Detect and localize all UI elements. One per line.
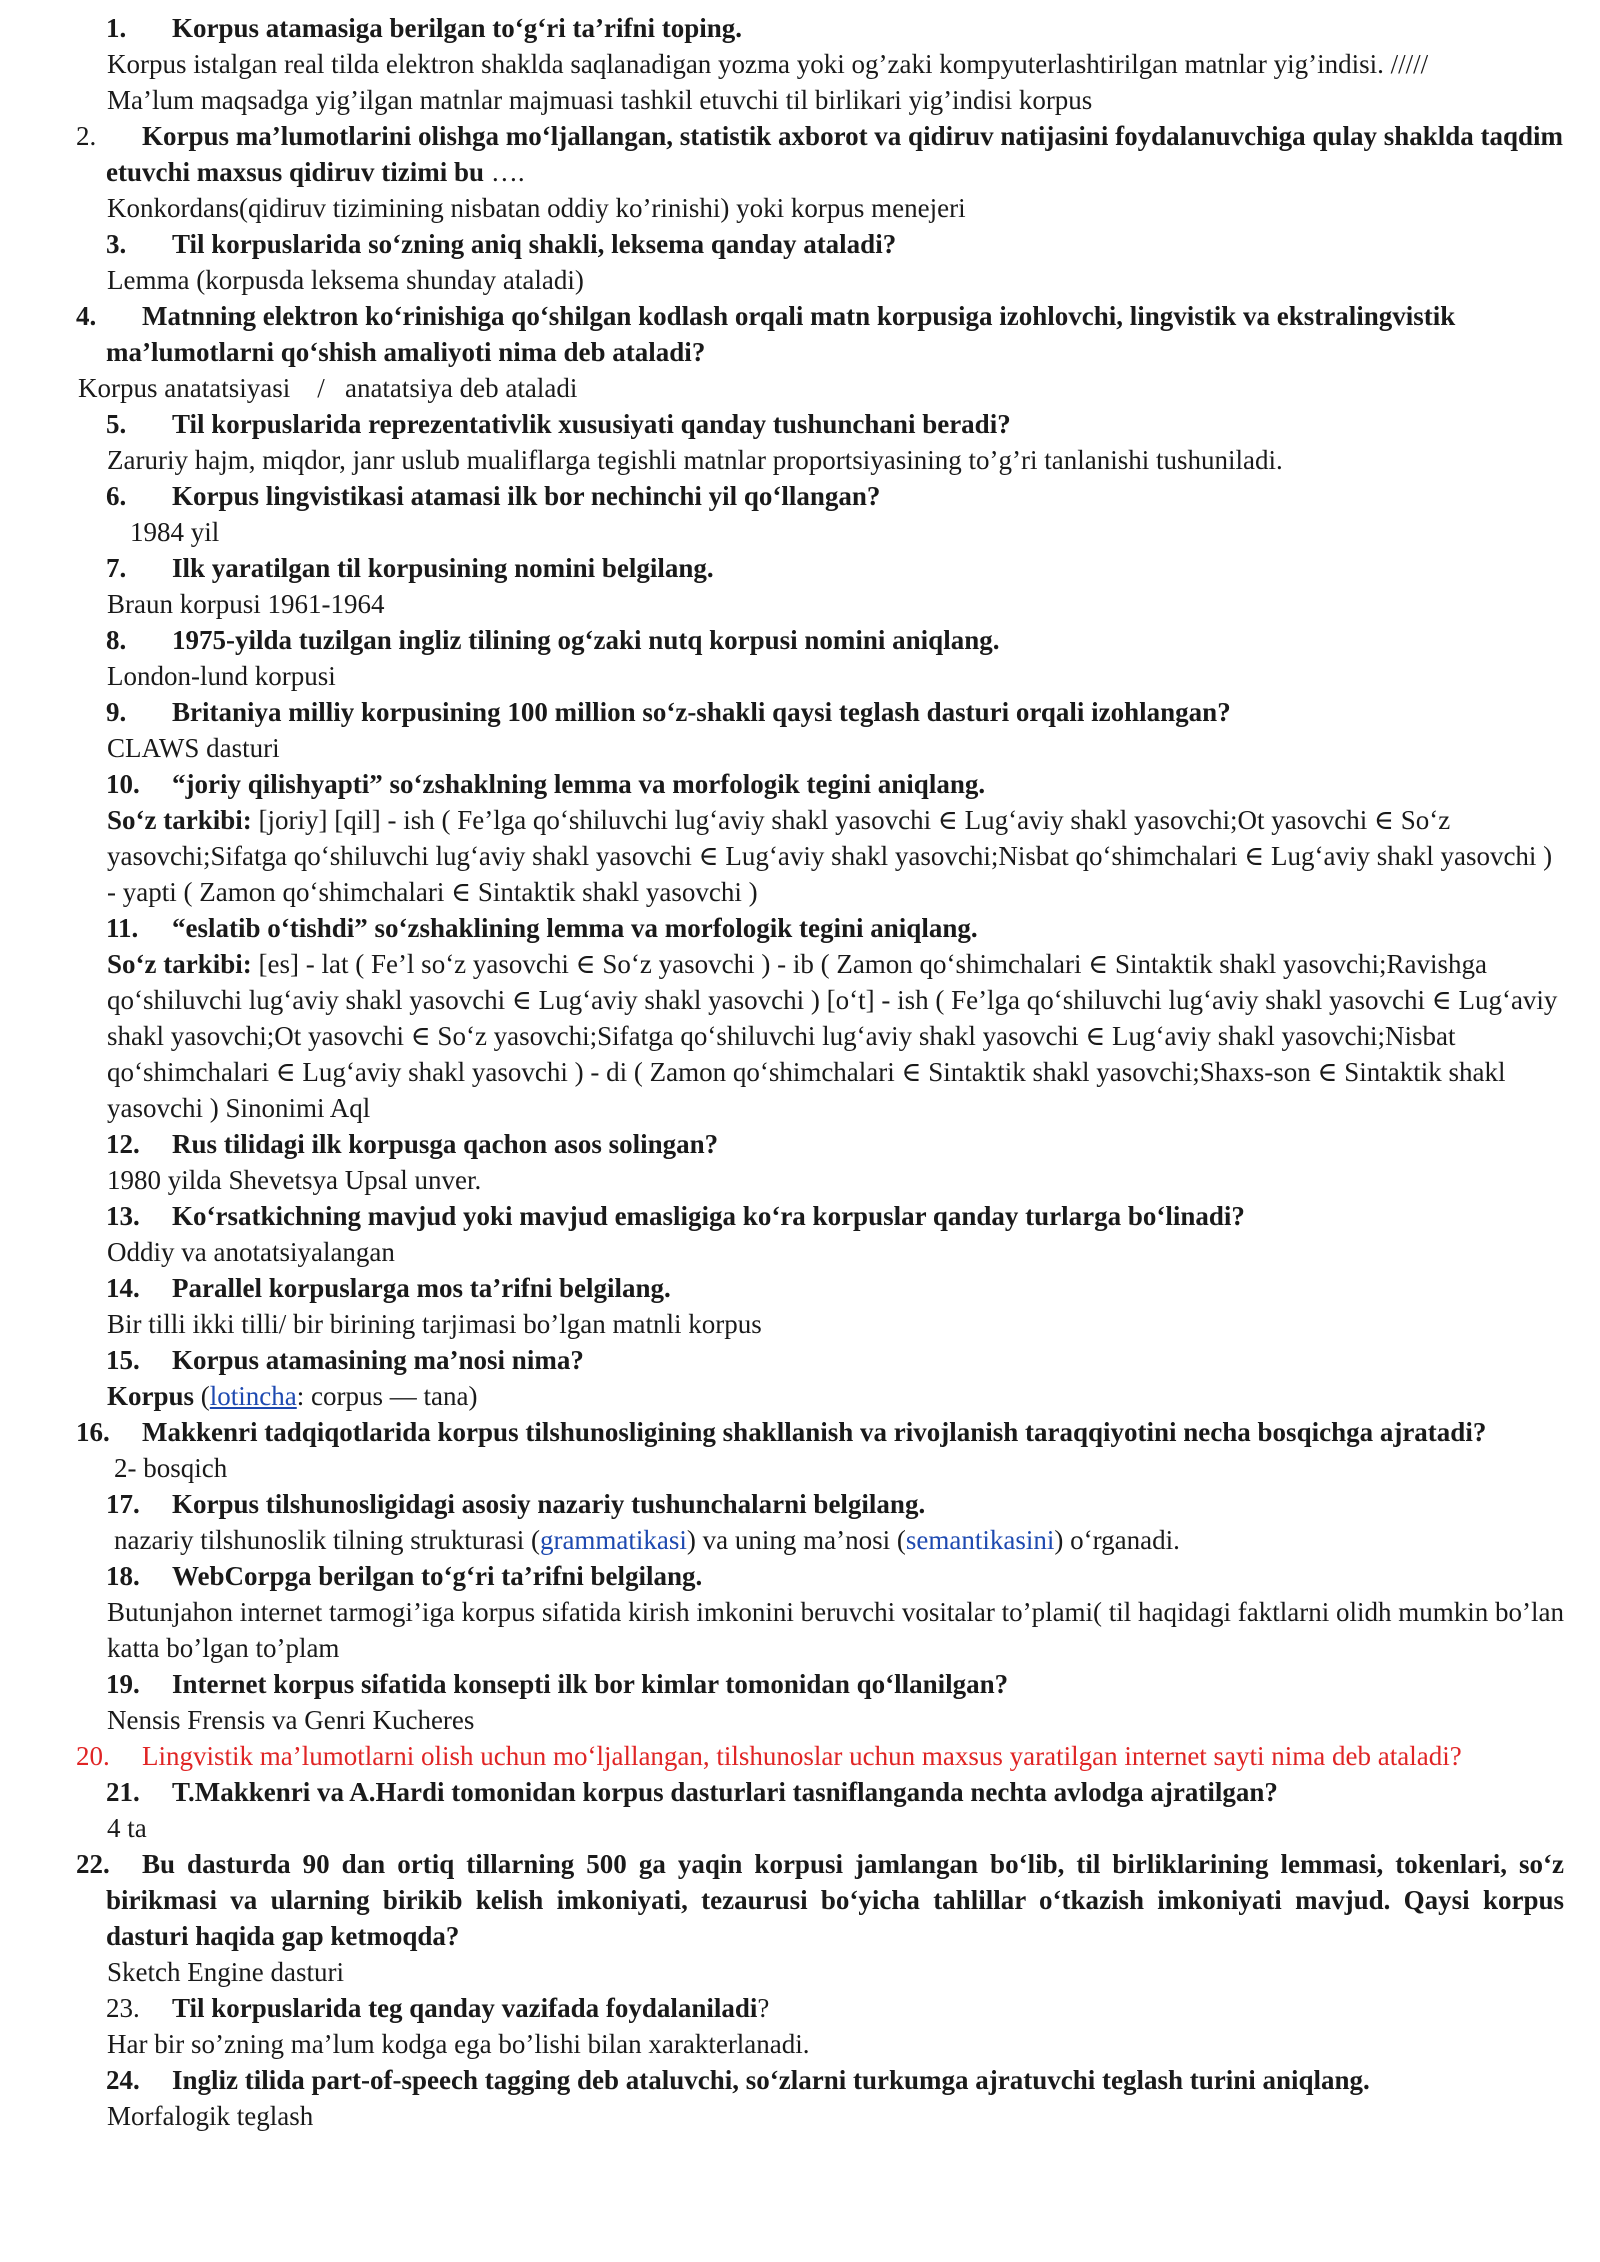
question-1: 1. Korpus atamasiga berilgan to‘g‘ri ta’rifni toping. [106, 13, 742, 43]
question-4: 4. Matnning elektron ko‘rinishiga qo‘shilgan kodlash orqali matn korpusiga izohlovchi, lingvistik va ekstralingvistik ma’lumotlarni qo‘shish amaliyoti nima deb ataladi? [76, 301, 1456, 367]
question-23: 23. Til korpuslarida teg qanday vazifada foydalaniladi? [106, 1993, 770, 2023]
answer-19: Nensis Frensis va Genri Kucheres [107, 1705, 475, 1735]
answer-23: Har bir so’zning ma’lum kodga ega bo’lishi bilan xarakterlanadi. [107, 2029, 810, 2059]
question-11: 11. “eslatib o‘tishdi” so‘zshaklining lemma va morfologik tegini aniqlang. [106, 913, 978, 943]
answer-14: Bir tilli ikki tilli/ bir birining tarjimasi bo’lgan matnli korpus [107, 1309, 762, 1339]
answer-24: Morfalogik teglash [107, 2101, 314, 2131]
question-6: 6. Korpus lingvistikasi atamasi ilk bor nechinchi yil qo‘llangan? [106, 481, 881, 511]
question-3: 3. Til korpuslarida so‘zning aniq shakli, leksema qanday ataladi? [106, 229, 897, 259]
question-13: 13. Ko‘rsatkichning mavjud yoki mavjud emasligiga ko‘ra korpuslar qanday turlarga bo‘linadi? [106, 1201, 1245, 1231]
question-24: 24. Ingliz tilida part-of-speech tagging deb ataluvchi, so‘zlarni turkumga ajratuvchi teglash turini aniqlang. [106, 2065, 1370, 2095]
answer-11-label: So‘z tarkibi: [107, 949, 252, 979]
question-19: 19. Internet korpus sifatida konsepti ilk bor kimlar tomonidan qo‘llanilgan? [106, 1669, 1009, 1699]
question-18: 18. WebCorpga berilgan to‘g‘ri ta’rifni belgilang. [106, 1561, 703, 1591]
question-14: 14. Parallel korpuslarga mos ta’rifni belgilang. [106, 1273, 671, 1303]
answer-9: CLAWS dasturi [107, 733, 280, 763]
question-9: 9. Britaniya milliy korpusining 100 million so‘z-shakli qaysi teglash dasturi orqali izohlangan? [106, 697, 1231, 727]
answer-22: Sketch Engine dasturi [107, 1957, 344, 1987]
question-7: 7. Ilk yaratilgan til korpusining nomini belgilang. [106, 553, 714, 583]
answer-17: nazariy tilshunoslik tilning strukturasi (grammatikasi) va uning ma’nosi (semantikasini) o‘rganadi. [114, 1525, 1180, 1555]
answer-21: 4 ta [107, 1813, 147, 1843]
question-10: 10. “joriy qilishyapti” so‘zshaklning lemma va morfologik tegini aniqlang. [106, 769, 986, 799]
answer-10-label: So‘z tarkibi: [107, 805, 252, 835]
question-22: 22. Bu dasturda 90 dan ortiq tillarning 500 ga yaqin korpusi jamlangan bo‘lib, til birliklarining lemmasi, tokenlari, so‘z birikmasi va ularning birikib kelish imkoniyati, tezaurusi bo‘yicha tahlillar o‘tkazish imkoniyati mavjud. Qaysi korpus dasturi haqida gap ketmoqda? [76, 1849, 1564, 1951]
answer-12: 1980 yilda Shevetsya Upsal unver. [107, 1165, 482, 1195]
answer-15-label: Korpus [107, 1381, 195, 1411]
answer-4: Korpus anatatsiyasi / anatatsiya deb ataladi [78, 373, 578, 403]
answer-18: Butunjahon internet tarmogi’iga korpus sifatida kirish imkonini beruvchi vositalar to’plami( til haqidagi faktlarni olidh mumkin bo’lan katta bo’lgan to’plam [107, 1597, 1564, 1663]
question-2: 2. Korpus ma’lumotlarini olishga mo‘ljallangan, statistik axborot va qidiruv natijasini foydalanuvchiga qulay shaklda taqdim etuvchi maxsus qidiruv tizimi bu …. [76, 121, 1564, 187]
question-5: 5. Til korpuslarida reprezentativlik xususiyati qanday tushunchani beradi? [106, 409, 1011, 439]
answer-2: Konkordans(qidiruv tizimining nisbatan oddiy ko’rinishi) yoki korpus menejeri [107, 193, 966, 223]
answer-1: Korpus istalgan real tilda elektron shaklda saqlanadigan yozma yoki og’zaki kompyuterlashtirilgan matnlar yig’indisi. ///// [107, 49, 1429, 79]
lotincha-link[interactable]: lotincha [209, 1381, 297, 1411]
answer-8: London-lund korpusi [107, 661, 336, 691]
answer-13: Oddiy va anotatsiyalangan [107, 1237, 395, 1267]
answer-11: So‘z tarkibi: [es] - lat ( Fe’l so‘z yasovchi ∈ So‘z yasovchi ) - ib ( Zamon qo‘shimchalari ∈ Sintaktik shakl yasovchi;Ravishga qo‘shiluvchi lug‘aviy shakl yasovchi ∈ Lug‘aviy shakl yasovchi ) [o‘t] - ish ( Fe’lga qo‘shiluvchi lug‘aviy shakl yasovchi ∈ Lug‘aviy shakl yasovchi;Ot yasovchi ∈ So‘z yasovchi;Sifatga qo‘shiluvchi lug‘aviy shakl yasovchi ∈ Lug‘aviy shakl yasovchi;Nisbat qo‘shimchalari ∈ Lug‘aviy shakl yasovchi ) - di ( Zamon qo‘shimchalari ∈ Sintaktik shakl yasovchi;Shaxs-son ∈ Sintaktik shakl yasovchi ) Sinonimi Aql [107, 949, 1558, 1123]
question-17: 17. Korpus tilshunosligidagi asosiy nazariy tushunchalarni belgilang. [106, 1489, 926, 1519]
answer-7: Braun korpusi 1961-1964 [107, 589, 385, 619]
answer-6: 1984 yil [130, 517, 220, 547]
answer-1-alt: Ma’lum maqsadga yig’ilgan matnlar majmuasi tashkil etuvchi til birlikari yig’indisi korpus [107, 85, 1093, 115]
answer-5: Zaruriy hajm, miqdor, janr uslub mualiflarga tegishli matnlar proportsiyasining to’g’ri tanlanishi tushuniladi. [107, 445, 1283, 475]
question-12: 12. Rus tilidagi ilk korpusga qachon asos solingan? [106, 1129, 719, 1159]
answer-16: 2- bosqich [114, 1453, 228, 1483]
grammatikasi-link[interactable]: grammatikasi [539, 1525, 687, 1555]
semantikasini-link[interactable]: semantikasini [905, 1525, 1055, 1555]
question-16: 16. Makkenri tadqiqotlarida korpus tilshunosligining shakllanish va rivojlanish taraqqiyotini necha bosqichga ajratadi? [76, 1417, 1487, 1447]
question-8: 8. 1975-yilda tuzilgan ingliz tilining og‘zaki nutq korpusi nomini aniqlang. [106, 625, 1000, 655]
question-21: 21. T.Makkenri va A.Hardi tomonidan korpus dasturlari tasniflanganda nechta avlodga ajratilgan? [106, 1777, 1278, 1807]
answer-10: So‘z tarkibi: [joriy] [qil] - ish ( Fe’lga qo‘shiluvchi lug‘aviy shakl yasovchi ∈ Lug‘aviy shakl yasovchi;Ot yasovchi ∈ So‘z yasovchi;Sifatga qo‘shiluvchi lug‘aviy shakl yasovchi ∈ Lug‘aviy shakl yasovchi;Nisbat qo‘shimchalari ∈ Lug‘aviy shakl yasovchi ) - yapti ( Zamon qo‘shimchalari ∈ Sintaktik shakl yasovchi ) [107, 805, 1553, 907]
answer-3: Lemma (korpusda leksema shunday ataladi) [107, 265, 584, 295]
question-15: 15. Korpus atamasining ma’nosi nima? [106, 1345, 584, 1375]
answer-15: Korpus (lotincha: corpus — tana) [107, 1381, 478, 1411]
question-20: 20. Lingvistik ma’lumotlarni olish uchun mo‘ljallangan, tilshunoslar uchun maxsus yaratilgan internet sayti nima deb ataladi? [76, 1741, 1462, 1771]
